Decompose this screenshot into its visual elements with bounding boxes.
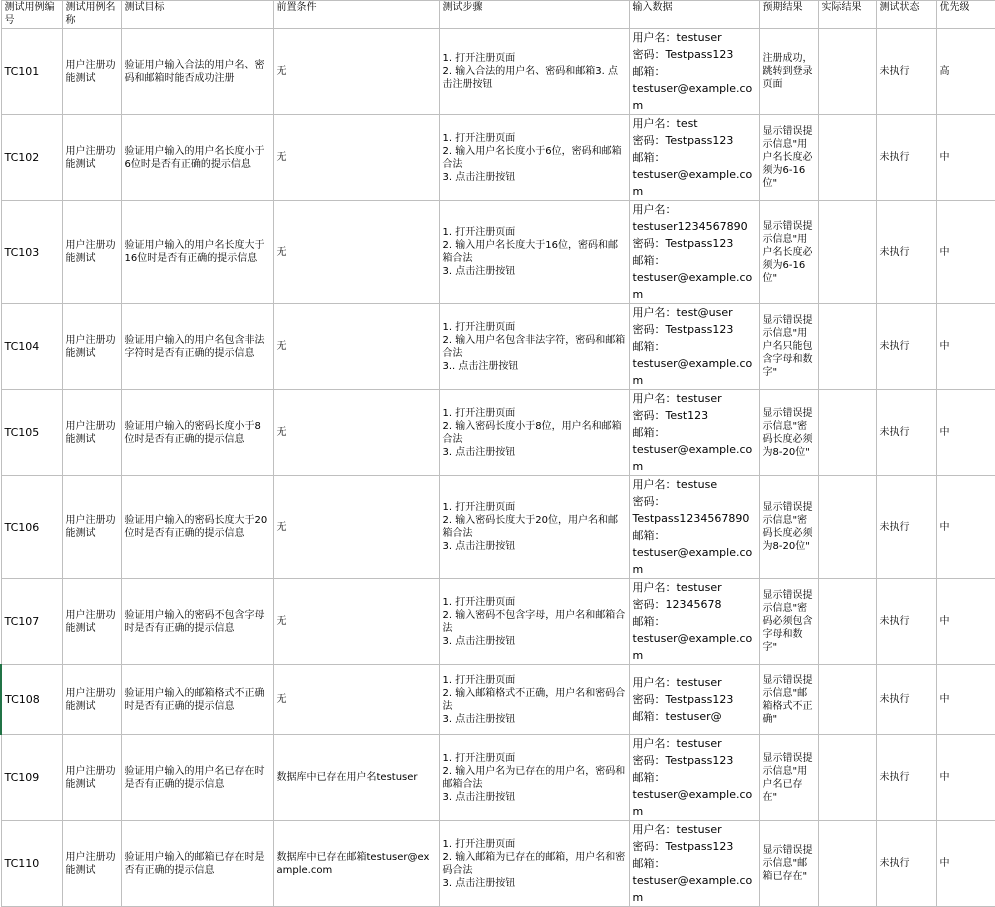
input-line: 密码：Testpass123 xyxy=(632,323,734,336)
cell-case-name[interactable]: 用户注册功能测试 xyxy=(62,304,121,390)
cell-goal[interactable]: 验证用户输入的密码长度大于20位时是否有正确的提示信息 xyxy=(121,476,273,579)
input-line: Testpass1234567890 xyxy=(632,512,750,525)
cell-goal[interactable]: 验证用户输入合法的用户名、密码和邮箱时能否成功注册 xyxy=(121,29,273,115)
cell-actual[interactable] xyxy=(818,29,876,115)
input-line: 用户名：testuser xyxy=(632,676,722,689)
cell-case-name[interactable]: 用户注册功能测试 xyxy=(62,476,121,579)
step-line: 1. 打开注册页面 xyxy=(442,227,516,238)
step-line: 2. 输入用户名长度大于16位，密码和邮箱合法 xyxy=(442,240,618,264)
cell-goal[interactable]: 验证用户输入的用户名已存在时是否有正确的提示信息 xyxy=(121,735,273,821)
input-line: 邮箱： xyxy=(632,529,666,542)
step-line: 1. 打开注册页面 xyxy=(442,407,516,419)
cell-priority[interactable]: 高 xyxy=(936,29,995,115)
step-line: 3. 点击注册按钮 xyxy=(442,713,516,725)
input-line: 邮箱： xyxy=(632,771,666,784)
cell-input[interactable] xyxy=(629,201,759,304)
cell-steps[interactable] xyxy=(439,665,629,735)
step-line: 2. 输入合法的用户名、密码和邮箱3. 点击注册按钮 xyxy=(442,66,618,90)
step-line: 1. 打开注册页面 xyxy=(442,596,516,608)
input-line: testuser1234567890 xyxy=(632,220,748,233)
step-line: 2. 输入密码长度小于8位，用户名和邮箱合法 xyxy=(442,420,622,445)
cell-priority[interactable]: 中 xyxy=(936,304,995,390)
table-row xyxy=(1,201,995,304)
input-line: testuser@example.com xyxy=(632,788,753,818)
cell-case-id[interactable]: TC104 xyxy=(1,304,62,390)
cell-actual[interactable] xyxy=(818,201,876,304)
cell-status[interactable]: 未执行 xyxy=(876,304,936,390)
cell-steps[interactable] xyxy=(439,115,629,201)
cell-steps[interactable] xyxy=(439,201,629,304)
cell-goal[interactable]: 验证用户输入的密码不包含字母时是否有正确的提示信息 xyxy=(121,579,273,665)
cell-steps[interactable] xyxy=(439,579,629,665)
cell-actual[interactable] xyxy=(818,476,876,579)
cell-case-id[interactable]: TC102 xyxy=(1,115,62,201)
cell-goal[interactable]: 验证用户输入的用户名包含非法字符时是否有正确的提示信息 xyxy=(121,304,273,390)
step-line: 2. 输入用户名包含非法字符，密码和邮箱合法 xyxy=(442,334,626,359)
step-line: 3. 点击注册按钮 xyxy=(442,877,516,889)
cell-case-name[interactable]: 用户注册功能测试 xyxy=(62,735,121,821)
cell-actual[interactable] xyxy=(818,390,876,476)
input-line: 邮箱： xyxy=(632,254,666,267)
cell-status[interactable]: 未执行 xyxy=(876,201,936,304)
input-line: 用户名：testuser xyxy=(632,737,722,750)
input-line: 用户名：testuser xyxy=(632,392,722,405)
cell-precondition[interactable]: 无 xyxy=(273,665,439,735)
cell-priority[interactable]: 中 xyxy=(936,821,995,907)
cell-priority[interactable]: 中 xyxy=(936,476,995,579)
cell-steps[interactable] xyxy=(439,821,629,907)
cell-priority[interactable]: 中 xyxy=(936,579,995,665)
cell-input[interactable] xyxy=(629,476,759,579)
header-cell-id[interactable]: 测试用例编号 xyxy=(1,1,62,29)
cell-priority[interactable]: 中 xyxy=(936,201,995,304)
cell-expected[interactable]: 显示错误提示信息"邮箱格式不正确" xyxy=(759,665,818,735)
table-row xyxy=(1,821,995,907)
input-line: 密码：12345678 xyxy=(632,598,722,611)
step-line: 1. 打开注册页面 xyxy=(442,838,516,850)
cell-input[interactable] xyxy=(629,304,759,390)
input-line: testuser@example.com xyxy=(632,443,753,473)
table-row xyxy=(1,665,995,735)
cell-status[interactable]: 未执行 xyxy=(876,390,936,476)
cell-case-name[interactable]: 用户注册功能测试 xyxy=(62,821,121,907)
step-line: 2. 输入用户名为已存在的用户名，密码和邮箱合法 xyxy=(442,765,626,790)
cell-status[interactable]: 未执行 xyxy=(876,735,936,821)
input-line: 密码：Test123 xyxy=(632,409,709,422)
cell-expected[interactable]: 显示错误提示信息"用户名长度必须为6-16位" xyxy=(759,201,818,304)
cell-case-id[interactable]: TC109 xyxy=(1,735,62,821)
table-row xyxy=(1,115,995,201)
cell-actual[interactable] xyxy=(818,665,876,735)
step-line: 1. 打开注册页面 xyxy=(442,53,516,64)
input-line: 密码：Testpass123 xyxy=(632,237,734,250)
cell-goal[interactable]: 验证用户输入的用户名长度小于6位时是否有正确的提示信息 xyxy=(121,115,273,201)
step-line: 2. 输入密码不包含字母，用户名和邮箱合法 xyxy=(442,609,626,634)
cell-priority[interactable]: 中 xyxy=(936,115,995,201)
cell-status[interactable]: 未执行 xyxy=(876,579,936,665)
input-line: 密码： xyxy=(632,495,666,508)
input-line: 密码：Testpass123 xyxy=(632,134,734,147)
cell-expected[interactable]: 显示错误提示信息"密码长度必须为8-20位" xyxy=(759,476,818,579)
input-line: 邮箱： xyxy=(632,857,666,870)
cell-case-id[interactable]: TC110 xyxy=(1,821,62,907)
cell-goal[interactable]: 验证用户输入的用户名长度大于16位时是否有正确的提示信息 xyxy=(121,201,273,304)
cell-precondition[interactable]: 无 xyxy=(273,579,439,665)
step-line: 1. 打开注册页面 xyxy=(442,674,516,686)
cell-input[interactable] xyxy=(629,735,759,821)
cell-precondition[interactable]: 无 xyxy=(273,29,439,115)
input-line: testuser@example.com xyxy=(632,357,753,387)
cell-expected[interactable]: 显示错误提示信息"用户名长度必须为6-16位" xyxy=(759,115,818,201)
input-line: 邮箱： xyxy=(632,615,666,628)
cell-steps[interactable] xyxy=(439,735,629,821)
input-line: 密码：Testpass123 xyxy=(632,48,734,61)
header-cell-expected[interactable]: 预期结果 xyxy=(759,1,818,29)
cell-input[interactable] xyxy=(629,579,759,665)
cell-input[interactable] xyxy=(629,665,759,735)
cell-case-name[interactable]: 用户注册功能测试 xyxy=(62,201,121,304)
step-line: 3. 点击注册按钮 xyxy=(442,446,516,458)
table-body xyxy=(1,29,995,907)
cell-goal[interactable]: 验证用户输入的邮箱已存在时是否有正确的提示信息 xyxy=(121,821,273,907)
cell-case-name[interactable]: 用户注册功能测试 xyxy=(62,665,121,735)
input-line: 邮箱：testuser@ xyxy=(632,710,722,723)
table-row xyxy=(1,29,995,115)
cell-steps[interactable] xyxy=(439,390,629,476)
cell-case-id[interactable]: TC107 xyxy=(1,579,62,665)
cell-goal[interactable]: 验证用户输入的密码长度小于8位时是否有正确的提示信息 xyxy=(121,390,273,476)
input-line: 邮箱： xyxy=(632,151,666,164)
cell-actual[interactable] xyxy=(818,115,876,201)
cell-expected[interactable]: 注册成功，跳转到登录页面 xyxy=(759,29,818,115)
cell-case-id[interactable]: TC105 xyxy=(1,390,62,476)
cell-actual[interactable] xyxy=(818,579,876,665)
cell-steps[interactable] xyxy=(439,29,629,115)
input-line: 密码：Testpass123 xyxy=(632,754,734,767)
cell-actual[interactable] xyxy=(818,304,876,390)
step-line: 3. 点击注册按钮 xyxy=(442,791,516,803)
input-line: 密码：Testpass123 xyxy=(632,693,734,706)
cell-precondition[interactable]: 无 xyxy=(273,201,439,304)
header-cell-priority[interactable]: 优先级 xyxy=(936,1,995,29)
header-cell-steps[interactable]: 测试步骤 xyxy=(439,1,629,29)
cell-expected[interactable]: 显示错误提示信息"邮箱已存在" xyxy=(759,821,818,907)
step-line: 1. 打开注册页面 xyxy=(442,321,516,333)
input-line: 邮箱： xyxy=(632,65,666,78)
step-line: 2. 输入密码长度大于20位，用户名和邮箱合法 xyxy=(442,515,618,539)
step-line: 1. 打开注册页面 xyxy=(442,752,516,764)
step-line: 3. 点击注册按钮 xyxy=(442,266,516,277)
cell-status[interactable]: 未执行 xyxy=(876,665,936,735)
input-line: testuser@example.com xyxy=(632,632,753,662)
table-row xyxy=(1,579,995,665)
step-line: 2. 输入用户名长度小于6位，密码和邮箱合法 xyxy=(442,145,622,170)
cell-expected[interactable]: 显示错误提示信息"用户名只能包含字母和数字" xyxy=(759,304,818,390)
cell-expected[interactable]: 显示错误提示信息"密码长度必须为8-20位" xyxy=(759,390,818,476)
input-line: 邮箱： xyxy=(632,340,666,353)
input-line: 用户名：test@user xyxy=(632,306,733,319)
input-line: 用户名：testuse xyxy=(632,478,718,491)
input-line: 用户名：testuser xyxy=(632,581,722,594)
step-line: 2. 输入邮箱格式不正确，用户名和密码合法 xyxy=(442,687,626,712)
cell-input[interactable] xyxy=(629,29,759,115)
header-cell-goal[interactable]: 测试目标 xyxy=(121,1,273,29)
cell-case-name[interactable]: 用户注册功能测试 xyxy=(62,579,121,665)
step-line: 3. 点击注册按钮 xyxy=(442,635,516,647)
cell-expected[interactable]: 显示错误提示信息"用户名已存在" xyxy=(759,735,818,821)
step-line: 1. 打开注册页面 xyxy=(442,132,516,144)
cell-status[interactable]: 未执行 xyxy=(876,821,936,907)
input-line: 用户名： xyxy=(632,203,677,216)
cell-precondition[interactable]: 数据库中已存在用户名testuser xyxy=(273,735,439,821)
cell-case-id[interactable]: TC101 xyxy=(1,29,62,115)
input-line: 用户名：test xyxy=(632,117,698,130)
cell-steps[interactable] xyxy=(439,476,629,579)
input-line: testuser@example.com xyxy=(632,168,753,198)
input-line: testuser@example.com xyxy=(632,546,753,576)
cell-actual[interactable] xyxy=(818,821,876,907)
input-line: 密码：Testpass123 xyxy=(632,840,734,853)
header-cell-actual[interactable]: 实际结果 xyxy=(818,1,876,29)
header-cell-status[interactable]: 测试状态 xyxy=(876,1,936,29)
input-line: 用户名：testuser xyxy=(632,31,722,44)
step-line: 3.. 点击注册按钮 xyxy=(442,360,519,372)
header-cell-input[interactable]: 输入数据 xyxy=(629,1,759,29)
cell-actual[interactable] xyxy=(818,735,876,821)
input-line: 邮箱： xyxy=(632,426,666,439)
cell-case-name[interactable]: 用户注册功能测试 xyxy=(62,29,121,115)
cell-precondition[interactable]: 数据库中已存在邮箱testuser@example.com xyxy=(273,821,439,907)
cell-status[interactable]: 未执行 xyxy=(876,115,936,201)
step-line: 2. 输入邮箱为已存在的邮箱，用户名和密码合法 xyxy=(442,851,626,876)
header-cell-precondition[interactable]: 前置条件 xyxy=(273,1,439,29)
cell-precondition[interactable]: 无 xyxy=(273,390,439,476)
cell-case-name[interactable]: 用户注册功能测试 xyxy=(62,115,121,201)
input-line: testuser@example.com xyxy=(632,874,753,904)
cell-precondition[interactable]: 无 xyxy=(273,304,439,390)
cell-priority[interactable]: 中 xyxy=(936,665,995,735)
cell-case-id[interactable]: TC106 xyxy=(1,476,62,579)
cell-input[interactable] xyxy=(629,390,759,476)
table-row xyxy=(1,304,995,390)
cell-precondition[interactable]: 无 xyxy=(273,115,439,201)
cell-steps[interactable] xyxy=(439,304,629,390)
table-row xyxy=(1,735,995,821)
cell-priority[interactable]: 中 xyxy=(936,390,995,476)
cell-case-id[interactable]: TC108 xyxy=(1,665,62,735)
header-cell-name[interactable]: 测试用例名称 xyxy=(62,1,121,29)
cell-priority[interactable]: 中 xyxy=(936,735,995,821)
input-line: 用户名：testuser xyxy=(632,823,722,836)
cell-status[interactable]: 未执行 xyxy=(876,476,936,579)
input-line: testuser@example.com xyxy=(632,82,753,112)
step-line: 3. 点击注册按钮 xyxy=(442,541,516,552)
step-line: 1. 打开注册页面 xyxy=(442,502,516,513)
cell-precondition[interactable]: 无 xyxy=(273,476,439,579)
cell-goal[interactable]: 验证用户输入的邮箱格式不正确时是否有正确的提示信息 xyxy=(121,665,273,735)
header-row xyxy=(1,1,995,29)
cell-input[interactable] xyxy=(629,821,759,907)
cell-status[interactable]: 未执行 xyxy=(876,29,936,115)
input-line: testuser@example.com xyxy=(632,271,753,301)
step-line: 3. 点击注册按钮 xyxy=(442,171,516,183)
table-row xyxy=(1,390,995,476)
cell-expected[interactable]: 显示错误提示信息"密码必须包含字母和数字" xyxy=(759,579,818,665)
cell-case-id[interactable]: TC103 xyxy=(1,201,62,304)
cell-case-name[interactable]: 用户注册功能测试 xyxy=(62,390,121,476)
cell-input[interactable] xyxy=(629,115,759,201)
table-row xyxy=(1,476,995,579)
